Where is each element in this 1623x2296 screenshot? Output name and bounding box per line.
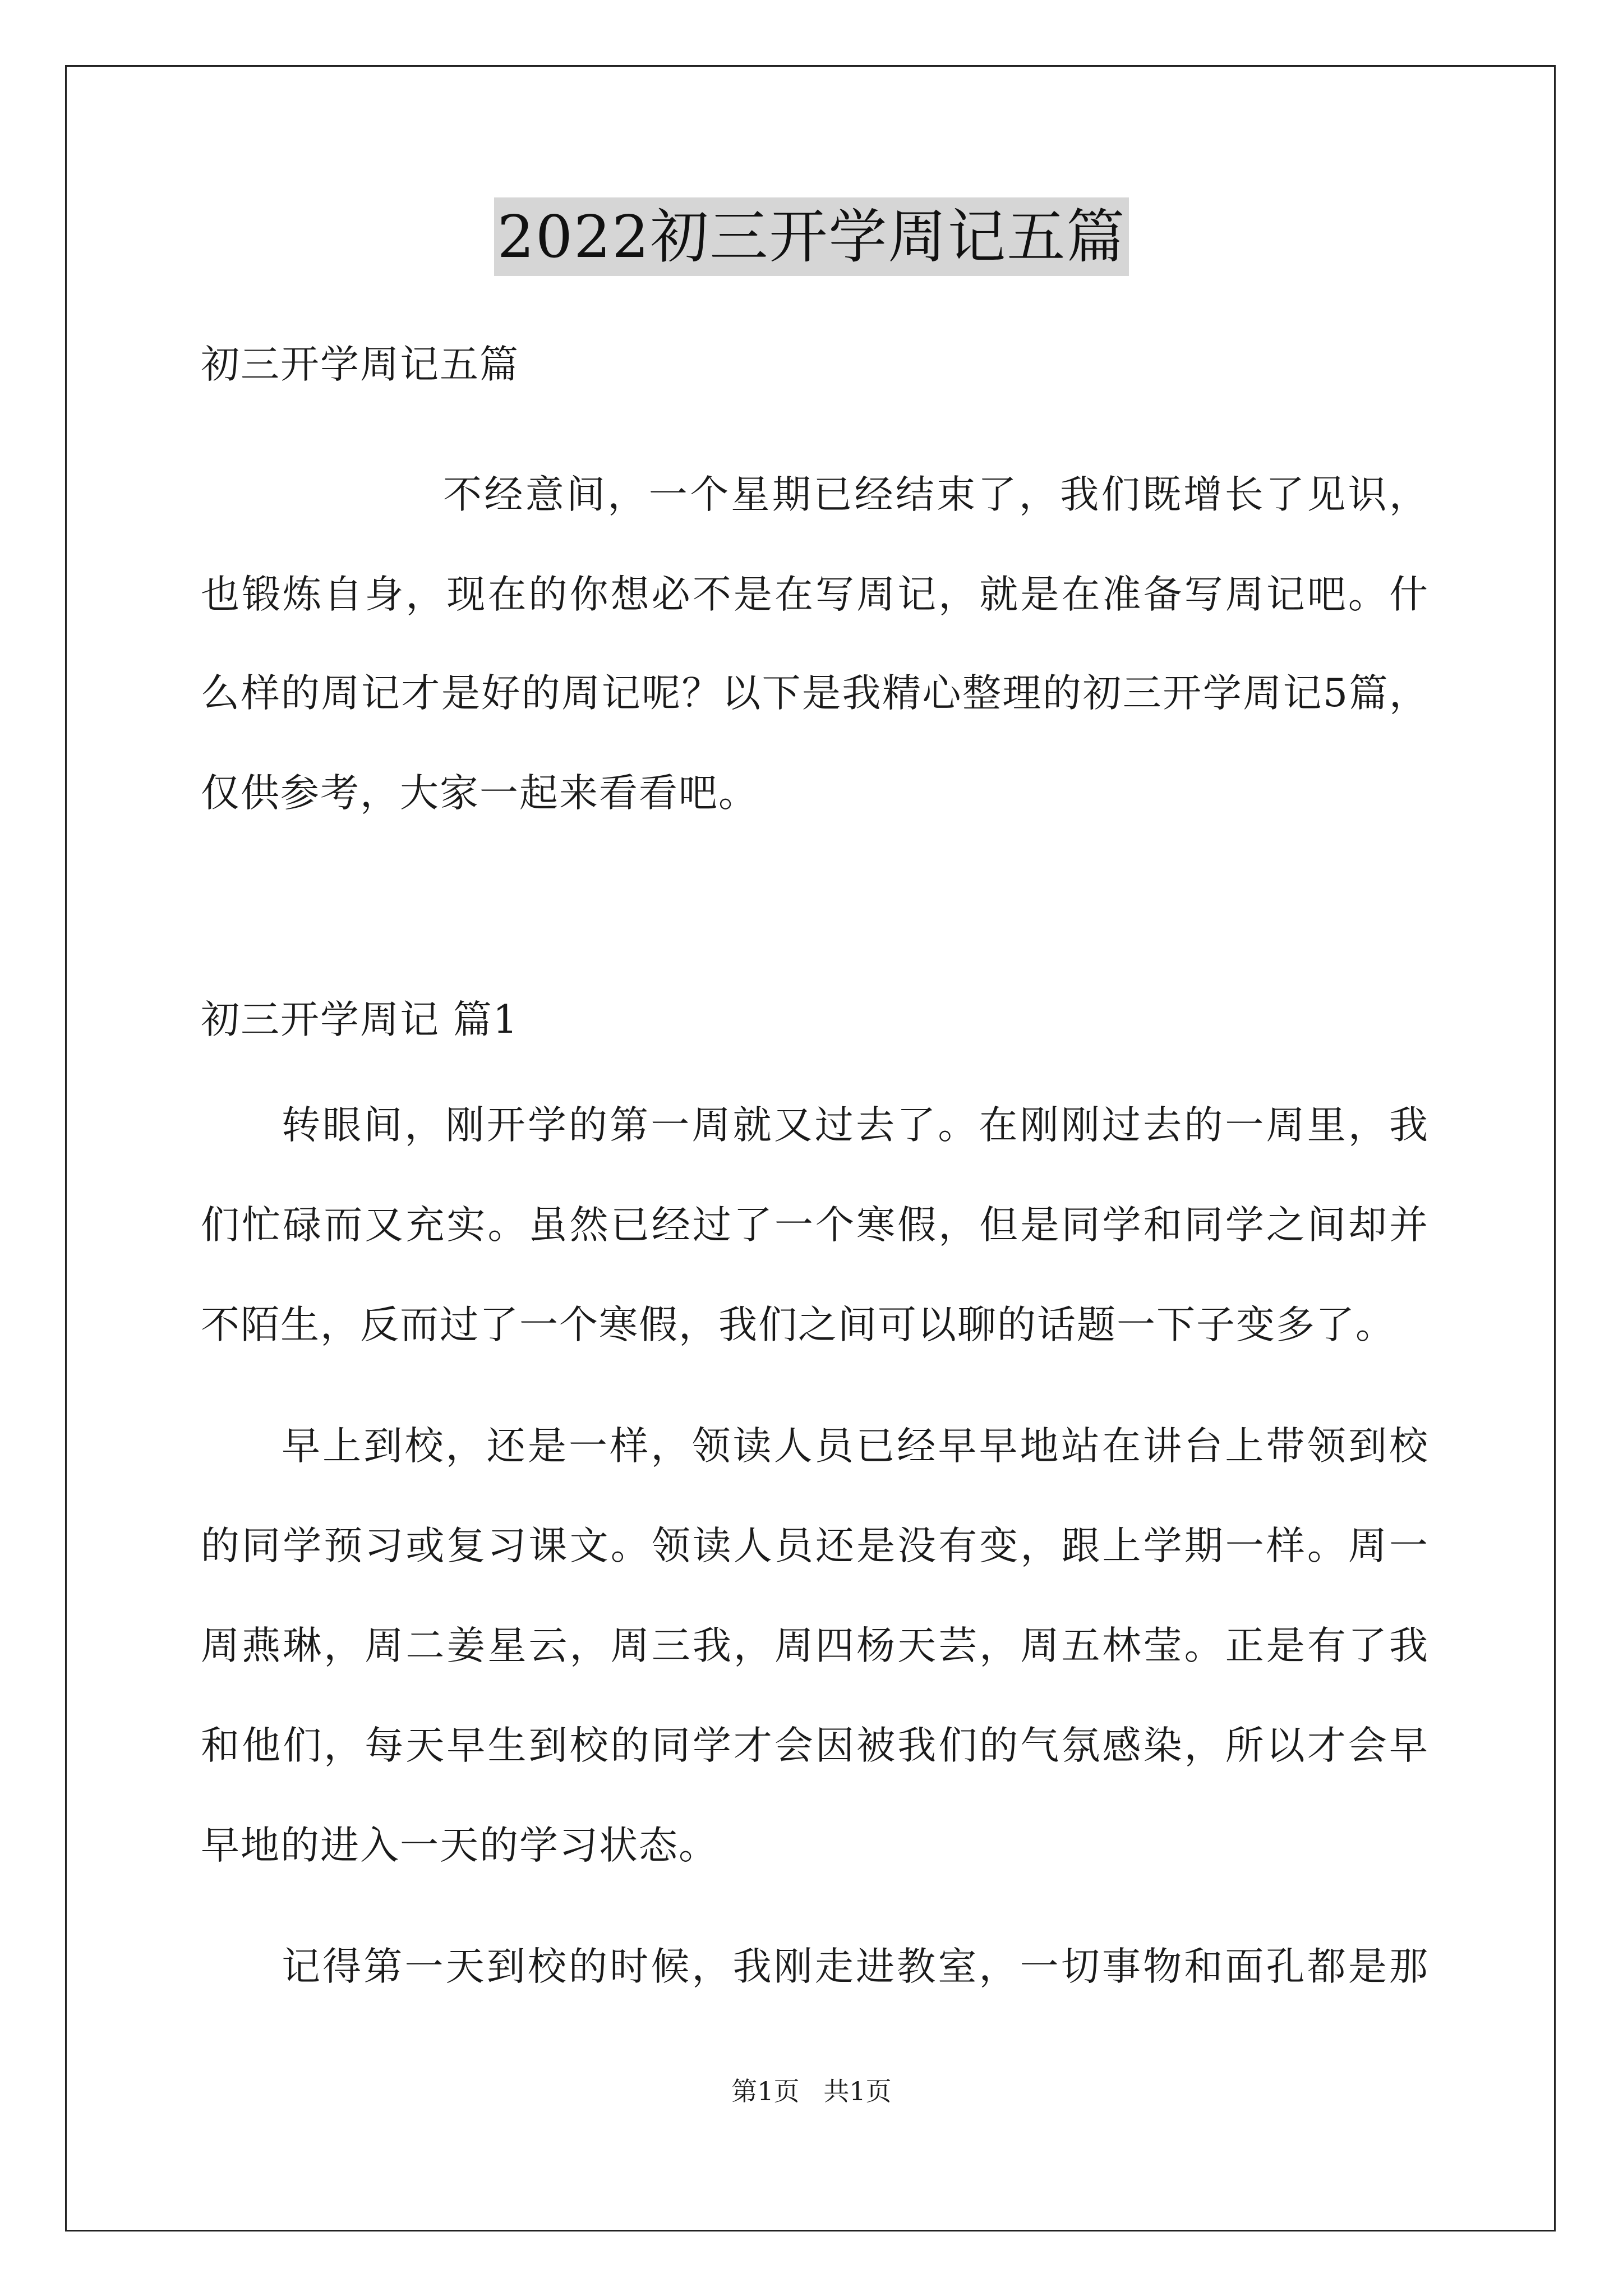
paragraph1-line-3: 不陌生，反而过了一个寒假，我们之间可以聊的话题一下子变多了。	[201, 1303, 1395, 1347]
intro-line-4: 仅供参考，大家一起来看看吧。	[201, 771, 758, 816]
paragraph1-line-1: 转眼间，刚开学的第一周就又过去了。在刚刚过去的一周里，我	[282, 1103, 1429, 1148]
paragraph2-line-3: 周燕琳，周二姜星云，周三我，周四杨天芸，周五林莹。正是有了我	[201, 1623, 1429, 1668]
paragraph2-line-5: 早地的进入一天的学习状态。	[201, 1823, 718, 1868]
page-number-current: 第1页	[731, 2076, 800, 2106]
document-subtitle: 初三开学周记五篇	[201, 342, 519, 387]
paragraph2-line-4: 和他们，每天早生到校的同学才会因被我们的气氛感染，所以才会早	[201, 1723, 1429, 1768]
paragraph2-line-1: 早上到校，还是一样，领读人员已经早早地站在讲台上带领到校	[282, 1424, 1429, 1469]
section-heading: 初三开学周记 篇1	[201, 997, 519, 1042]
intro-line-1: 不经意间，一个星期已经结束了，我们既增长了见识，	[443, 472, 1429, 517]
page-footer	[0, 2076, 1623, 2107]
paragraph2-line-2: 的同学预习或复习课文。领读人员还是没有变，跟上学期一样。周一	[201, 1524, 1429, 1568]
paragraph1-line-2: 们忙碌而又充实。虽然已经过了一个寒假，但是同学和同学之间却并	[201, 1203, 1429, 1248]
intro-line-2: 也锻炼自身，现在的你想必不是在写周记，就是在准备写周记吧。什	[201, 572, 1429, 617]
page-number-total: 共1页	[823, 2076, 892, 2106]
paragraph3-line-1: 记得第一天到校的时候，我刚走进教室，一切事物和面孔都是那	[282, 1944, 1429, 1989]
intro-line-3: 么样的周记才是好的周记呢？以下是我精心整理的初三开学周记5篇，	[201, 671, 1429, 716]
document-title: 2022初三开学周记五篇	[494, 197, 1129, 276]
title-container	[0, 197, 1623, 276]
page-border	[65, 65, 1556, 2231]
